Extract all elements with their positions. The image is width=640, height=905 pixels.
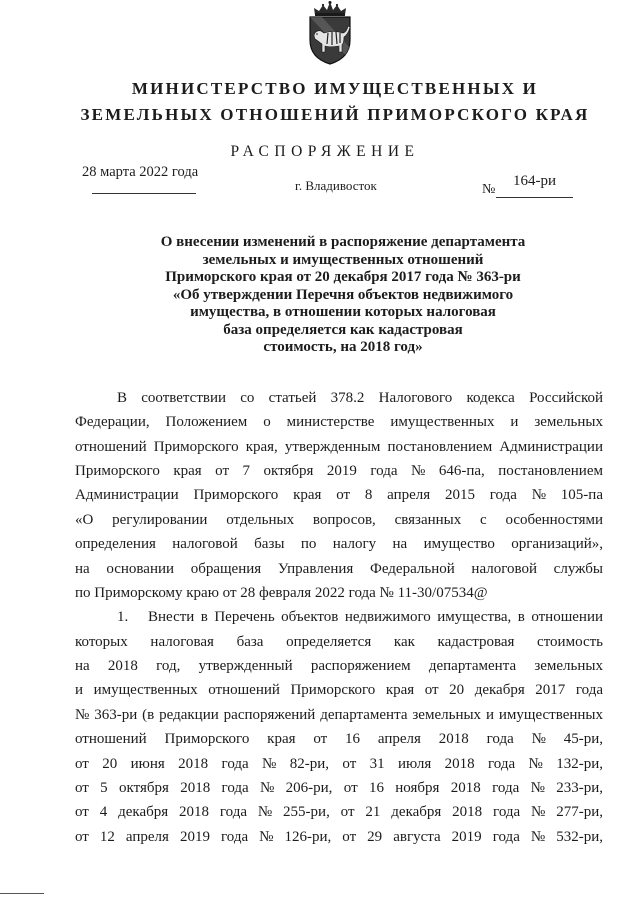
body-line: от 4 декабря 2018 года № 255-ри, от 21 декабря 2018 года № 277-ри, <box>75 804 603 821</box>
body-line: В соответствии со статьей 378.2 Налогового кодекса Российской <box>117 389 603 406</box>
body-line: Администрации Приморского края от 8 апреля 2015 года № 105-па <box>75 487 603 504</box>
body-line: и имущественных отношений Приморского края от 20 декабря 2017 года <box>75 682 603 699</box>
body-line: которых налоговая база определяется как кадастровая стоимость <box>75 633 603 650</box>
heading-line: стоимость, на 2018 год» <box>263 339 423 355</box>
document-body <box>75 386 603 849</box>
body-line: на основании обращения Управления Федеральной налоговой службы <box>75 560 603 577</box>
body-line: отношений Приморского края, утвержденным постановлением Администрации <box>75 438 603 455</box>
body-line: Приморского края от 7 октября 2019 года № 646-па, постановлением <box>75 462 603 479</box>
list-item-number: 1. <box>117 609 129 626</box>
document-type: РАСПОРЯЖЕНИЕ <box>230 143 420 160</box>
body-line: от 20 июня 2018 года № 82-ри, от 31 июля 2018 года № 132-ри, <box>75 755 603 772</box>
number-underline <box>496 197 573 198</box>
body-line: определения налоговой базы по налогу на имущество организаций», <box>75 536 603 553</box>
heading-line: имущества, в отношении которых налоговая <box>190 304 496 320</box>
body-line: на 2018 год, утвержденный распоряжением департамента земельных <box>75 658 603 675</box>
number-sign: № <box>482 182 496 197</box>
document-date: 28 марта 2022 года <box>82 164 199 180</box>
heading-line: земельных и имущественных отношений <box>202 251 484 268</box>
body-line: «О регулировании отдельных вопросов, связанных с особенностями <box>75 511 603 528</box>
list-item-1 <box>75 605 603 629</box>
heading-line: Приморского края от 20 декабря 2017 года № 363-ри <box>165 269 521 285</box>
ministry-title-line-2: ЗЕМЕЛЬНЫХ ОТНОШЕНИЙ ПРИМОРСКОГО КРАЯ <box>80 105 590 124</box>
preamble-paragraph <box>75 386 603 410</box>
body-line: от 5 октября 2018 года № 206-ри, от 16 ноября 2018 года № 233-ри, <box>75 780 603 797</box>
document-number: 164-ри <box>513 173 557 189</box>
body-line: от 12 апреля 2019 года № 126-ри, от 29 августа 2019 года № 532-ри, <box>75 828 603 845</box>
body-line: Федерации, Положением о министерстве имущественных и земельных <box>75 414 603 431</box>
document-city: г. Владивосток <box>295 178 377 193</box>
heading-line: база определяется как кадастровая <box>223 321 463 338</box>
body-line: № 363-ри (в редакции распоряжений департамента земельных и имущественных <box>75 706 603 723</box>
body-line: отношений Приморского края от 16 апреля 2018 года № 45-ри, <box>75 731 603 748</box>
coat-of-arms-icon <box>306 0 354 66</box>
document-heading <box>46 234 640 357</box>
ministry-title-line-1: МИНИСТЕРСТВО ИМУЩЕСТВЕННЫХ И <box>131 79 539 98</box>
date-underline <box>92 193 196 194</box>
body-line: Внести в Перечень объектов недвижимого имущества, в отношении <box>148 609 603 626</box>
heading-line: О внесении изменений в распоряжение департамента <box>160 234 526 250</box>
scan-edge-line <box>0 893 44 894</box>
heading-line: «Об утверждении Перечня объектов недвижимого <box>172 286 514 303</box>
body-line-last: по Приморскому краю от 28 февраля 2022 года № 11-30/07534@ <box>75 584 488 601</box>
